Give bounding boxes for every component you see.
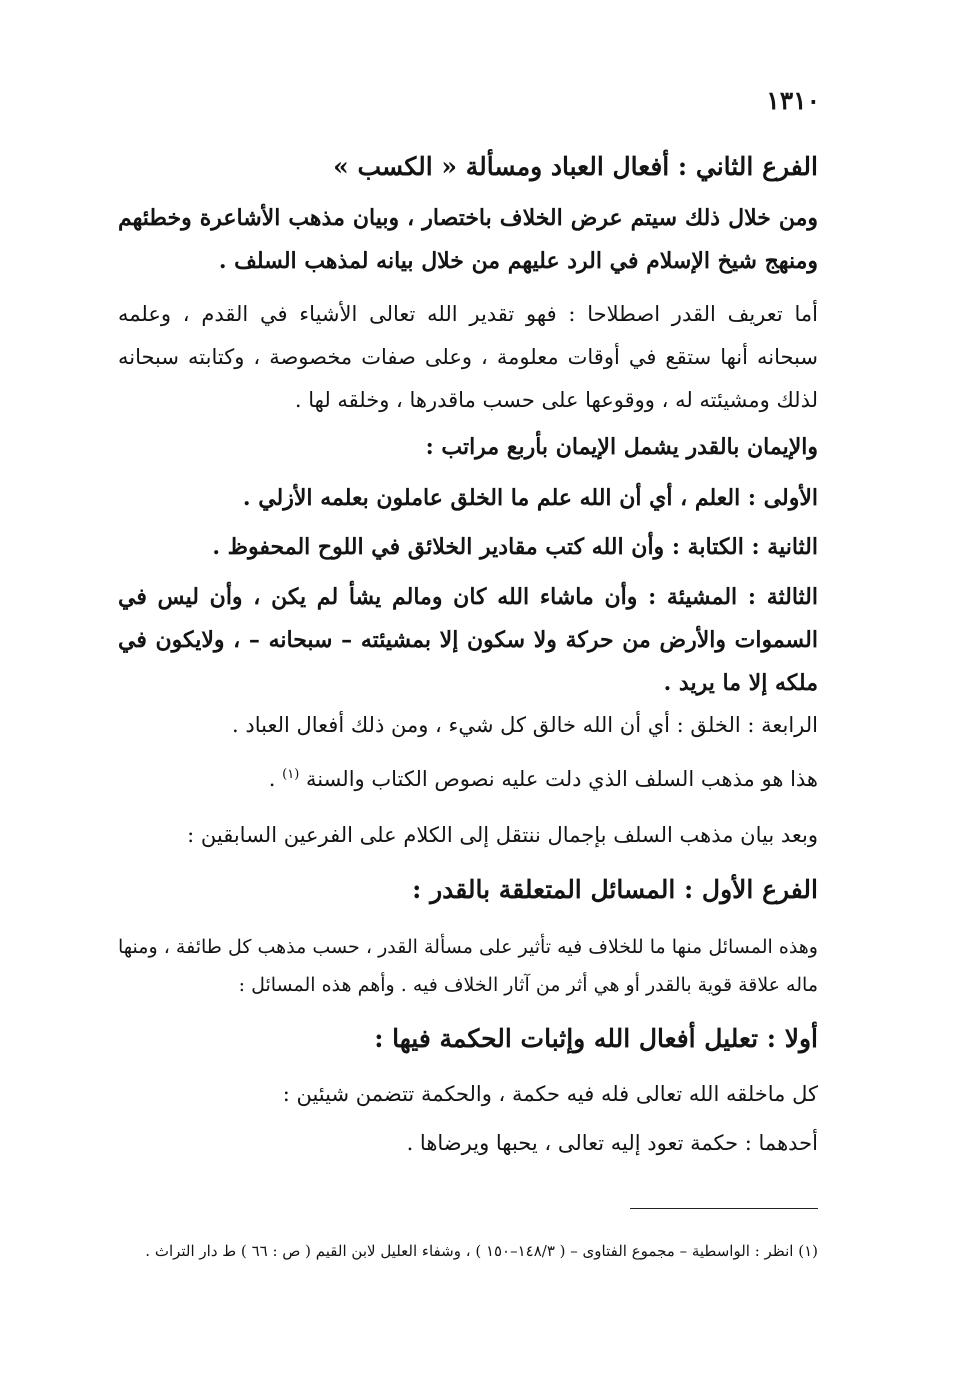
footnote-divider [630, 1208, 818, 1209]
level-four-creation: الرابعة : الخلق : أي أن الله خالق كل شيء ، ومن ذلك أفعال العباد . [232, 713, 818, 737]
qadar-definition-paragraph: أما تعريف القدر اصطلاحا : فهو تقدير الله تعالى الأشياء في القدم ، وعلمه سبحانه أنها ستقع في أوقات معلومة ، وعلى صفات مخصوصة ، وكتابته سبحانه لذلك ومشيئته له ، ووقوعها على حسب ماقدرها ، وخلقه لها . [118, 302, 818, 412]
level-three-will: الثالثة : المشيئة : وأن ماشاء الله كان ومالم يشأ لم يكن ، وأن ليس في السموات والأرض من حركة ولا سكون إلا بمشيئته – سبحانه – ، ولايكون في ملكه إلا ما يريد . [118, 584, 818, 696]
level-one-knowledge: الأولى : العلم ، أي أن الله علم ما الخلق عاملون بعلمه الأزلي . [242, 485, 818, 511]
subheading-wisdom-in-acts: أولا : تعليل أفعال الله وإثبات الحكمة فيها : [374, 1024, 818, 1053]
footnote-reference[interactable]: (١) [282, 767, 300, 782]
four-levels-intro: والإيمان بالقدر يشمل الإيمان بأربع مراتب : [425, 434, 818, 460]
page-number: ١٣١٠ [766, 86, 820, 115]
intro-paragraph: ومن خلال ذلك سيتم عرض الخلاف باختصار ، وبيان مذهب الأشاعرة وخطئهم ومنهج شيخ الإسلام في الرد عليهم من خلال بيانه لمذهب السلف . [118, 205, 818, 274]
issues-intro-paragraph: وهذه المسائل منها ما للخلاف فيه تأثير على مسألة القدر ، حسب مذهب كل طائفة ، ومنها ماله علاقة قوية بالقدر أو هي أثر من آثار الخلاف فيه . وأهم هذه المسائل : [118, 936, 818, 996]
salaf-doctrine-statement [118, 758, 818, 801]
salaf-doctrine-text: هذا هو مذهب السلف الذي دلت عليه نصوص الكتاب والسنة [305, 767, 818, 791]
level-two-writing: الثانية : الكتابة : وأن الله كتب مقادير الخلائق في اللوح المحفوظ . [212, 534, 818, 560]
wisdom-first-type: أحدهما : حكمة تعود إليه تعالى ، يحبها ويرضاها . [406, 1131, 818, 1155]
section-heading-first-branch: الفرع الأول : المسائل المتعلقة بالقدر : [412, 875, 818, 904]
salaf-doctrine-tail: . [268, 767, 283, 791]
wisdom-paragraph: كل ماخلقه الله تعالى فله فيه حكمة ، والحكمة تتضمن شيئين : [282, 1082, 818, 1106]
transition-paragraph: وبعد بيان مذهب السلف بإجمال ننتقل إلى الكلام على الفرعين السابقين : [187, 823, 818, 847]
section-heading-second-branch: الفرع الثاني : أفعال العباد ومسألة « الكسب » [333, 152, 818, 181]
footnote: (١) انظر : الواسطية – مجموع الفتاوى – ( ١٤٨/٣–١٥٠ ) ، وشفاء العليل لابن القيم ( ص : ٦٦ ) ط دار التراث . [145, 1242, 818, 1260]
